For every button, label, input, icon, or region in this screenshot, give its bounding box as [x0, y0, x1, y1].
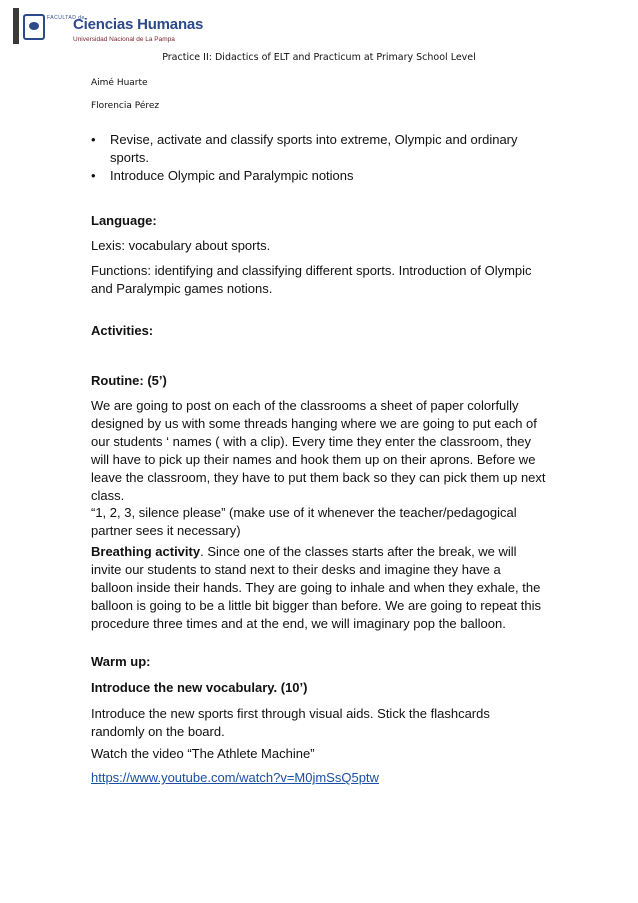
objective-item: • Revise, activate and classify sports into extreme, Olympic and ordinary sports.: [91, 131, 531, 167]
university-emblem-icon: [23, 14, 45, 40]
functions-text: Functions: identifying and classifying different sports. Introduction of Olympic and Paralympic games notions.: [91, 263, 532, 296]
logo-name: Ciencias Humanas: [73, 16, 204, 33]
vocabulary-subheading: Introduce the new vocabulary. (10’): [91, 680, 308, 695]
video-link-line: [91, 769, 546, 787]
silence-paragraph: “1, 2, 3, silence please” (make use of it whenever the teacher/pedagogical partner sees it necessary): [91, 505, 517, 538]
video-link[interactable]: https://www.youtube.com/watch?v=M0jmSsQ5ptw: [91, 770, 379, 785]
lexis-text: Lexis: vocabulary about sports.: [91, 238, 271, 253]
language-heading: Language:: [91, 213, 157, 228]
routine-heading: Routine: (5’): [91, 373, 167, 388]
activities-heading: Activities:: [91, 323, 154, 338]
breathing-label: Breathing activity: [91, 544, 201, 559]
logo-bar: [13, 8, 19, 44]
breathing-text: . Since one of the classes starts after the break, we will invite our students to stand next to their desks and imagine they have a balloon inside their hands. They are going to inhale and when they exhale, the balloon is going to be a little bit bigger than before. We are going to repeat this procedure three times and at the end, we will imaginary pop the balloon.: [91, 544, 541, 631]
document-header: Practice II: Didactics of ELT and Practicum at Primary School Level: [162, 52, 476, 63]
university-logo: [13, 8, 204, 50]
routine-paragraph: We are going to post on each of the classrooms a sheet of paper colorfully designed by us with some threads hanging where we are going to put each of our students ‘ names ( with a clip). Every time they enter the classroom, they will have to pick up their names and hook them up on their aprons. Before we leave the classroom, they have to put them back so they can pick them up next class.: [91, 398, 546, 503]
objective-item: • Introduce Olympic and Paralympic notions: [91, 167, 531, 185]
objectives-list: [91, 131, 531, 185]
vocabulary-paragraph: Introduce the new sports first through visual aids. Stick the flashcards randomly on the board.: [91, 706, 490, 739]
warmup-heading: Warm up:: [91, 654, 151, 669]
logo-university: Universidad Nacional de La Pampa: [73, 36, 175, 43]
author-name: Aimé Huarte: [91, 78, 148, 88]
video-paragraph: Watch the video “The Athlete Machine”: [91, 746, 315, 761]
logo-faculty: FACULTAD de: [47, 15, 85, 21]
author-name: Florencia Pérez: [91, 101, 160, 111]
breathing-paragraph: [91, 543, 546, 633]
